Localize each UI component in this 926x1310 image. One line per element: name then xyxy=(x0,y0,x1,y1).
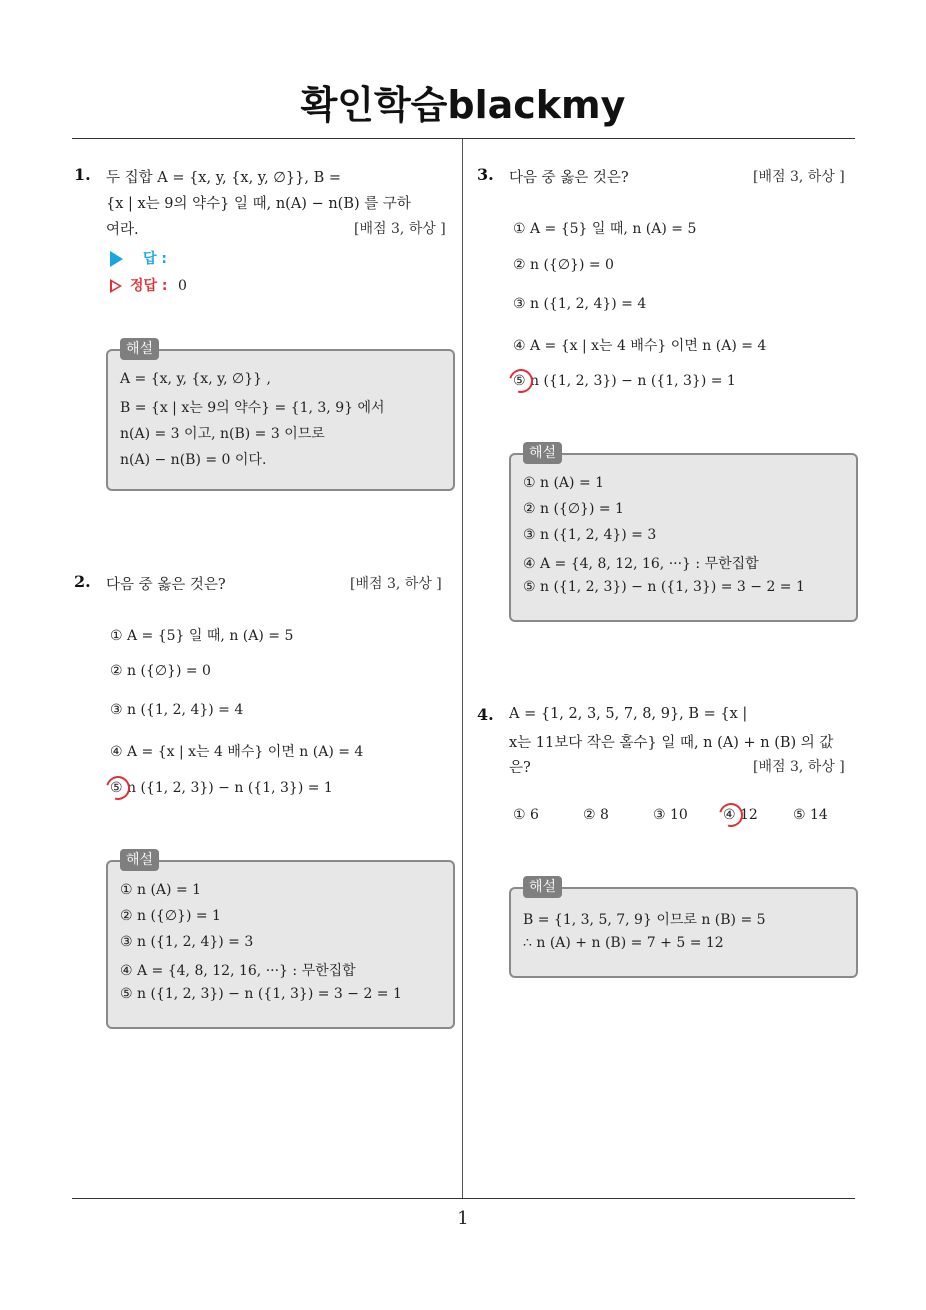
q2-option-1[interactable]: ① A = {5} 일 때, n (A) = 5 xyxy=(110,628,294,644)
q3-explain-tag: 해설 xyxy=(523,442,562,464)
q4-text-line1: A = {1, 2, 3, 5, 7, 8, 9}, B = {x | xyxy=(509,706,748,722)
column-divider xyxy=(462,139,463,1198)
q2-explanation-box xyxy=(106,860,455,1029)
q2-explain-line: ⑤ n ({1, 2, 3}) − n ({1, 3}) = 3 − 2 = 1 xyxy=(120,986,402,1002)
q1-answer-row xyxy=(110,248,167,268)
q2-explain-line: ④ A = {4, 8, 12, 16, ···} : 무한집합 xyxy=(120,963,356,979)
q2-explain-tag: 해설 xyxy=(120,849,159,871)
q2-option-5[interactable]: ⑤ n ({1, 2, 3}) − n ({1, 3}) = 1 xyxy=(110,780,333,796)
q3-option-4[interactable]: ④ A = {x | x는 4 배수} 이면 n (A) = 4 xyxy=(513,338,767,354)
q1-correct-label: 정답 : xyxy=(130,278,168,294)
q4-score: [배점 3, 하상 ] xyxy=(753,759,845,775)
q2-explain-line: ③ n ({1, 2, 4}) = 3 xyxy=(120,934,254,950)
q2-text: 다음 중 옳은 것은? xyxy=(106,577,226,593)
q4-option-5[interactable]: ⑤ 14 xyxy=(793,807,828,823)
q3-option-2[interactable]: ② n ({∅}) = 0 xyxy=(513,257,614,273)
q2-option-4[interactable]: ④ A = {x | x는 4 배수} 이면 n (A) = 4 xyxy=(110,744,364,760)
bottom-rule xyxy=(72,1198,855,1199)
q3-option-1[interactable]: ① A = {5} 일 때, n (A) = 5 xyxy=(513,221,697,237)
q4-number: 4. xyxy=(477,705,494,724)
q3-score: [배점 3, 하상 ] xyxy=(753,169,845,185)
q2-explain-line: ② n ({∅}) = 1 xyxy=(120,908,221,924)
q2-score: [배점 3, 하상 ] xyxy=(350,576,442,592)
q4-explanation-box xyxy=(509,887,858,978)
q2-number: 2. xyxy=(74,572,91,591)
q4-text-line3: 은? xyxy=(509,760,531,776)
q1-explain-line: B = {x | x는 9의 약수} = {1, 3, 9} 에서 xyxy=(120,400,385,416)
answer-circle-icon xyxy=(102,772,135,805)
q3-option-5[interactable]: ⑤ n ({1, 2, 3}) − n ({1, 3}) = 1 xyxy=(513,373,736,389)
q1-text-line3: 여라. xyxy=(106,222,139,238)
q1-explain-line: n(A) − n(B) = 0 이다. xyxy=(120,452,267,468)
answer-circle-icon xyxy=(715,799,748,832)
q2-option-3[interactable]: ③ n ({1, 2, 4}) = 4 xyxy=(110,702,244,718)
q3-option-3[interactable]: ③ n ({1, 2, 4}) = 4 xyxy=(513,296,647,312)
q1-text-line1: 두 집합 A = {x, y, {x, y, ∅}}, B = xyxy=(106,170,342,186)
q4-option-3[interactable]: ③ 10 xyxy=(653,807,688,823)
q3-explain-line: ⑤ n ({1, 2, 3}) − n ({1, 3}) = 3 − 2 = 1 xyxy=(523,579,805,595)
q3-explain-line: ④ A = {4, 8, 12, 16, ···} : 무한집합 xyxy=(523,556,759,572)
q1-score: [배점 3, 하상 ] xyxy=(354,221,446,237)
q1-explain-line: A = {x, y, {x, y, ∅}} , xyxy=(120,371,271,387)
page-title: 확인학습blackmy xyxy=(300,83,626,127)
q3-explain-line: ① n (A) = 1 xyxy=(523,475,605,491)
q2-explain-line: ① n (A) = 1 xyxy=(120,882,202,898)
answer-circle-icon xyxy=(505,365,538,398)
q1-explanation-box xyxy=(106,349,455,491)
q1-correct-value: 0 xyxy=(177,278,187,294)
q3-number: 3. xyxy=(477,165,494,184)
q1-number: 1. xyxy=(74,165,91,184)
q3-explain-line: ② n ({∅}) = 1 xyxy=(523,501,624,517)
q3-explain-line: ③ n ({1, 2, 4}) = 3 xyxy=(523,527,657,543)
q1-explain-tag: 해설 xyxy=(120,338,159,360)
q1-explain-line: n(A) = 3 이고, n(B) = 3 이므로 xyxy=(120,426,325,442)
top-rule xyxy=(72,138,855,139)
outline-triangle-icon xyxy=(110,279,122,293)
q3-text: 다음 중 옳은 것은? xyxy=(509,170,629,186)
q4-explain-line: B = {1, 3, 5, 7, 9} 이므로 n (B) = 5 xyxy=(523,912,766,928)
q4-option-1[interactable]: ① 6 xyxy=(513,807,539,823)
q4-explain-line: ∴ n (A) + n (B) = 7 + 5 = 12 xyxy=(523,935,724,951)
q4-option-2[interactable]: ② 8 xyxy=(583,807,609,823)
q4-option-4[interactable]: ④ 12 xyxy=(723,807,758,823)
q3-explanation-box xyxy=(509,453,858,622)
q1-text-line2: {x | x는 9의 약수} 일 때, n(A) − n(B) 를 구하 xyxy=(106,196,411,212)
q4-explain-tag: 해설 xyxy=(523,876,562,898)
play-triangle-icon xyxy=(110,251,123,267)
q1-correct-row xyxy=(110,275,187,295)
q2-option-2[interactable]: ② n ({∅}) = 0 xyxy=(110,663,211,679)
q1-answer-label: 답 : xyxy=(143,251,167,267)
page-number: 1 xyxy=(457,1208,469,1229)
q4-text-line2: x는 11보다 작은 홀수} 일 때, n (A) + n (B) 의 값 xyxy=(509,735,834,751)
